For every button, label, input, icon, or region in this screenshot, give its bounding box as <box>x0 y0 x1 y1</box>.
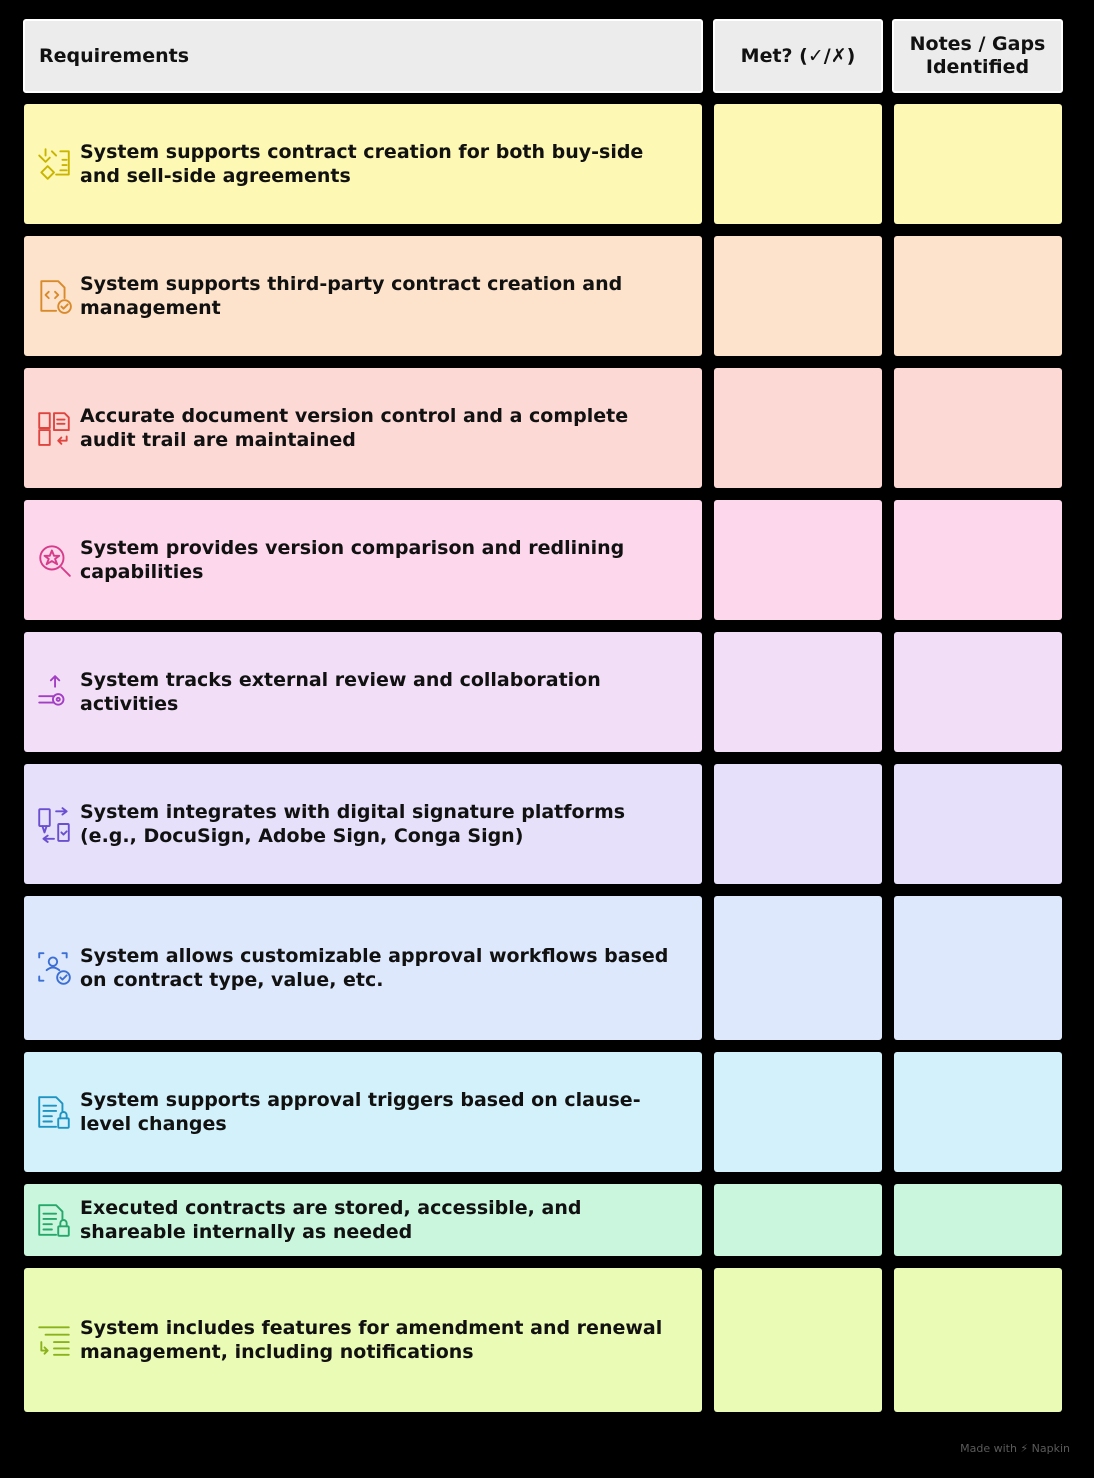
notes-cell[interactable] <box>894 236 1062 356</box>
met-cell[interactable] <box>714 1268 882 1412</box>
notes-cell[interactable] <box>894 368 1062 488</box>
touch-tracking-icon <box>35 673 73 711</box>
requirement-text: System supports third-party contract creation and management <box>80 273 623 319</box>
notes-cell[interactable] <box>894 500 1062 620</box>
notes-cell[interactable] <box>894 1184 1062 1256</box>
met-cell[interactable] <box>714 368 882 488</box>
requirement-cell <box>24 104 702 224</box>
renewal-list-icon <box>35 1321 73 1359</box>
device-sync-icon <box>35 805 73 843</box>
requirement-cell <box>24 1184 702 1256</box>
handshake-contract-icon <box>35 145 73 183</box>
code-document-check-icon <box>35 277 73 315</box>
requirements-header <box>23 19 703 93</box>
requirements-header-label: Requirements <box>39 44 190 67</box>
met-cell[interactable] <box>714 632 882 752</box>
version-document-icon <box>35 409 73 447</box>
requirement-cell <box>24 368 702 488</box>
met-header-label: Met? (✓/✗) <box>740 44 856 67</box>
notes-cell[interactable] <box>894 104 1062 224</box>
notes-cell[interactable] <box>894 1268 1062 1412</box>
requirement-text: Executed contracts are stored, accessible, and shareable internally as needed <box>80 1197 582 1243</box>
notes-cell[interactable] <box>894 764 1062 884</box>
requirement-text: System supports contract creation for both buy-side and sell-side agreements <box>80 141 644 187</box>
requirement-text: System integrates with digital signature platforms (e.g., DocuSign, Adobe Sign, Conga Sign) <box>80 801 626 847</box>
secure-document-icon <box>35 1201 73 1239</box>
notes-header <box>892 19 1063 93</box>
met-cell[interactable] <box>714 500 882 620</box>
met-cell[interactable] <box>714 236 882 356</box>
requirement-text: System provides version comparison and redlining capabilities <box>80 537 625 583</box>
requirement-text: System supports approval triggers based on clause-level changes <box>80 1089 641 1135</box>
requirement-text: Accurate document version control and a complete audit trail are maintained <box>80 405 629 451</box>
requirement-cell <box>24 764 702 884</box>
met-cell[interactable] <box>714 104 882 224</box>
notes-header-label-line2: Identified <box>925 56 1030 78</box>
requirement-cell <box>24 236 702 356</box>
met-cell[interactable] <box>714 764 882 884</box>
user-approval-icon <box>35 949 73 987</box>
met-header <box>713 19 883 93</box>
requirement-text: System tracks external review and collaboration activities <box>80 669 601 715</box>
requirement-cell <box>24 632 702 752</box>
footer-credit: Made with ⚡ Napkin <box>960 1442 1070 1455</box>
notes-cell[interactable] <box>894 896 1062 1040</box>
requirement-text: System allows customizable approval workflows based on contract type, value, etc. <box>80 945 669 991</box>
locked-document-icon <box>35 1093 73 1131</box>
requirement-text: System includes features for amendment and renewal management, including notifications <box>80 1317 663 1363</box>
requirement-cell <box>24 1052 702 1172</box>
requirement-cell <box>24 500 702 620</box>
notes-cell[interactable] <box>894 632 1062 752</box>
requirement-cell <box>24 896 702 1040</box>
requirement-cell <box>24 1268 702 1412</box>
notes-header-label-line1: Notes / Gaps <box>909 33 1046 55</box>
met-cell[interactable] <box>714 1184 882 1256</box>
notes-cell[interactable] <box>894 1052 1062 1172</box>
met-cell[interactable] <box>714 896 882 1040</box>
met-cell[interactable] <box>714 1052 882 1172</box>
star-search-icon <box>35 541 73 579</box>
